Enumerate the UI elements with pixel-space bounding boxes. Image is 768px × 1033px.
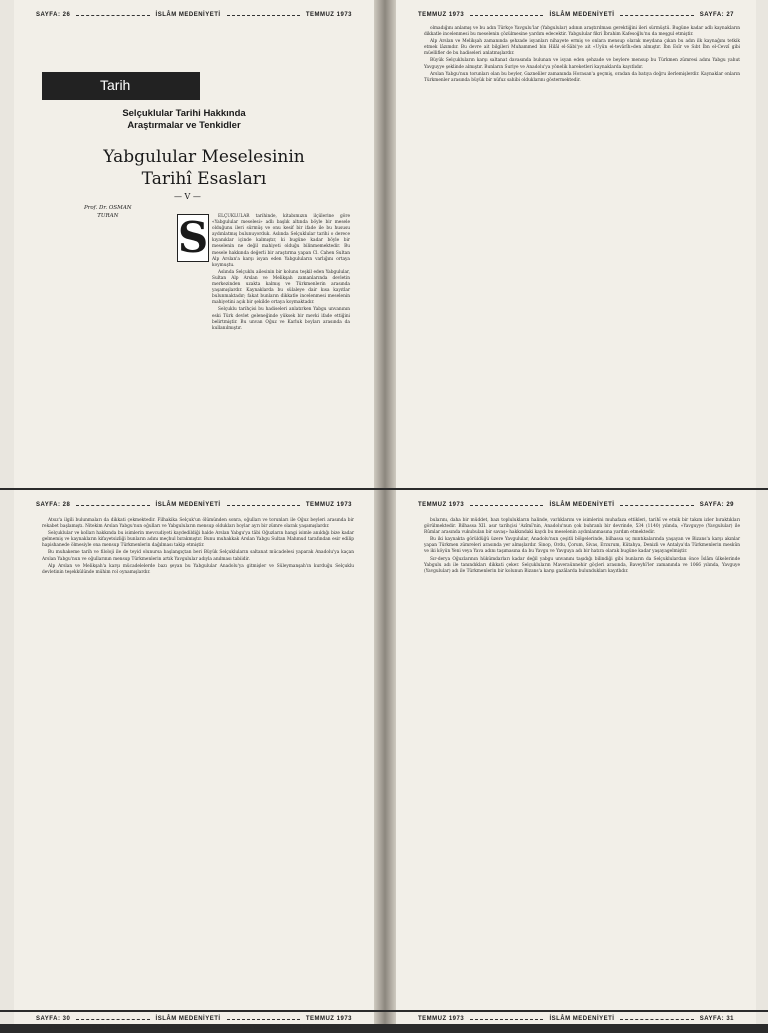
body-paragraph: Selçuklular ve kolları hakkında bu isimlerin mevcudiyeti kaydedildiği halde Arslan Yabgu'ya tâbi Oğuzların hangi isimle anıldığı bize kadar gelmemiş ve kaynakların kifayetsizliği bunların adını meçhul bırakmıştır. Bunu muhakkak Arslan Yabgu Sultan Mahmud tarafından esir edilip hapishanede ölmesiyle ona mensup Türkmenlerin dağılması takip etmiştir. — [42, 531, 354, 549]
issue-date: TEMMUZ 1973 — [418, 502, 465, 508]
body-paragraph: Selçuklu tarihçisi bu hadiseleri anlatırken Yabgu unvanının eski Türk devlet geleneğinde yüksek bir mevki ifade ettiğini belirtmiştir. Bu unvan Oğuz ve Karluk boyları arasında da kullanılmıştır. — [212, 307, 350, 331]
body-paragraph: Büyük Selçukluların karşı saltanat davasında bulunan ve isyan eden şehzade ve beylere mensup bu Türkmen zümresi adını Yabgu yahut Yavguyye şeklinde almıştır. Bunların Suriye ve Anadolu'ya yönelik hareketleri kaynaklarda kayıtlıdır. — [424, 58, 740, 70]
book-gutter — [374, 0, 396, 488]
page-27 — [396, 0, 756, 488]
body-paragraph: gi-kent Yabgularına ait bu hareketler dolayısıyledir, ki Selçuklu devletinin kuruluşundan önce Yavgulular (Yavguyye) ın ve onlara dair kayıt- — [48, 1026, 353, 1031]
page-header — [14, 498, 374, 512]
body-column — [42, 518, 354, 1002]
article-subtitle — [54, 108, 314, 132]
author-line: Prof. Dr. OSMAN — [84, 205, 132, 211]
journal-title: İSLÂM MEDENİYETİ — [549, 502, 615, 508]
page-number: SAYFA: 30 — [36, 1016, 71, 1022]
section-banner — [42, 72, 200, 100]
spread-pages-30-31 — [0, 1012, 768, 1031]
spread-pages-28-29 — [0, 490, 768, 1010]
article-title — [54, 146, 354, 190]
issue-date: TEMMUZ 1973 — [418, 12, 465, 18]
drop-cap-letter: S — [177, 213, 209, 262]
body-paragraph: bularını, daha bir müddet, bazı toplulukların halinde, varlıklarını ve isimlerini muhafaza ettikleri, tarihî ve etnik bir takım izler bıraktıkları görülmektedir. Bilhassa XII. asır tarihçisi 'Azîmî'nin, Anadolu'nun çok buhranlı bir devrinde, 534 (1140) yılında, «Yavguyye (Yavgulular) ile Rûmlar arasında vukubulan bir savaş» hakkındaki kaydı bu meselenin aydınlanmasına yardım etmektedir. — [424, 518, 740, 536]
issue-date: TEMMUZ 1973 — [305, 502, 352, 508]
journal-title: İSLÂM MEDENİYETİ — [155, 502, 221, 508]
author-byline — [84, 204, 132, 220]
issue-date: TEMMUZ 1973 — [305, 12, 352, 18]
body-paragraph: Alp Arslan ve Melikşah zamanında şehzade isyanları nihayete ermiş ve onlara mensup olarak meydana çıkan bu adın ilk kaynağını tetkik etmek lâzımdır. Bu devre ait bilgileri Muhammed bin Hilâl el-Sâbi'ye ait «Uyûn el-tevârîh»den almıştır. İbn Esîr ve Sıbt İbn el-Cevzî gibi müellifler de bu hadiseleri anlatmışlardır. — [424, 39, 740, 57]
page-number: SAYFA: 29 — [699, 502, 734, 508]
page-29 — [396, 490, 756, 1010]
body-paragraph: Alp Arslan ve Melikşah'a karşı mücadelelerde bazı şeyan bu Yabgulular Anadolu'ya gitmişler ve Süleymanşah'ın kurduğu Selçuklu devletinin teşekkülünde mühim rol oynamışlardır. — [42, 563, 354, 575]
page-header — [396, 498, 756, 512]
article-part: — V — — [174, 192, 201, 201]
body-column — [212, 214, 350, 476]
page-26 — [14, 0, 374, 488]
body-column — [424, 26, 740, 478]
body-paragraph: Sır-derya Oğuzlarının hükümdarları kadar değil yabgu unvanını taşıdığı bilindiği gibi bunların da Selçuklulardan önce İslâm ülkelerinde Yabgulu adı ile tanındıkları dikkati çeker. Selçukluların Maveraünnehir göçleri arasında, Baveyhî'ler zamanında ve 1066 yılında, Yavguye (Yavgulular) adı ile Türkmenlerin bir kolunun Bizans'a karşı gazâlarda bulundukları kayıtlıdır. — [424, 556, 740, 574]
body-column — [424, 518, 740, 1002]
body-paragraph: Arslan Yabgu'nun torunları olan bu beyler, Gazneliler zamanında Horasan'a geçmiş, oradan da batıya doğru ilerlemişlerdir. Kaynaklar onların Türkmenler arasında büyük bir nüfuz sahibi olduklarını göstermektedir. — [424, 71, 740, 83]
page-header — [396, 1012, 756, 1026]
subtitle-line: Selçuklular Tarihi Hakkında — [122, 108, 246, 119]
title-line: Yabgulular Meselesinin — [103, 147, 305, 167]
body-column — [42, 1026, 354, 1033]
page-30 — [14, 1012, 374, 1031]
issue-date: TEMMUZ 1973 — [418, 1016, 465, 1022]
page-number: SAYFA: 31 — [699, 1016, 734, 1022]
spread-pages-26-27 — [0, 0, 768, 488]
page-28 — [14, 490, 374, 1010]
book-gutter — [374, 490, 396, 1010]
title-line: Tarihî Esasları — [141, 169, 267, 189]
journal-title: İSLÂM MEDENİYETİ — [549, 12, 615, 18]
section-label: Tarih — [100, 77, 131, 93]
page-header — [14, 1012, 374, 1026]
journal-title: İSLÂM MEDENİYETİ — [155, 1016, 221, 1022]
page-header — [396, 8, 756, 22]
body-paragraph: Atsız'a ilgili bulunmaları da dikkati çekmektedir. Filhakika Selçuk'un ölümünden sonra, oğulları ve torunları ile Oğuz beyleri arasında bir rekabet başlamıştı. Nitekim Arslan Yabgu'nun oğulları ve Yabguluların mensup oldukları boylar ayrı bir zümre olarak yaşamışlardır. — [42, 518, 354, 530]
body-paragraph: ELÇUKLULAR tarihinde, kitabımızın ilçülerine göre «Yabgulular meselesi» adlı başlık altında böyle bir mesele olduğunu ileri sürmüş ve onu kesif bir ifade ile bu hususu aydınlatmış bulunuyorduk. Aslında Selçuklular tarihi o derece kıyanıklar içinde kalmıştır, ki bugüne kadar böyle bir meselenin ne değil mahiyeti olduğu bilinmemektedir. Bu mesele hakkında değerli bir araştırma yapan Cl. Cahen Sultan Alp Arslan'a karşı isyan eden Yabguluların varlığını ortaya koymuştu. — [212, 214, 350, 268]
journal-title: İSLÂM MEDENİYETİ — [155, 12, 221, 18]
page-number: SAYFA: 28 — [36, 502, 71, 508]
subtitle-line: Araştırmalar ve Tenkidler — [127, 120, 241, 131]
page-number: SAYFA: 27 — [699, 12, 734, 18]
body-paragraph: Aslında Selçuklu ailesinin bir kolunu teşkil eden Yabgulular, Sultan Alp Arslan ve Melikşah zamanlarında devletin merkezinden uzakta kalmış ve Türkmenlerin arasında yaşamışlardır. Kaynaklarda bu sülaleye dair kısa kayıtlar bulunmaktadır; fakat bunların dikkatle incelenmesi meselenin mahiyetini açık bir şekilde ortaya koymaktadır. — [212, 269, 350, 306]
page-header — [14, 8, 374, 22]
journal-title: İSLÂM MEDENİYETİ — [549, 1016, 615, 1022]
drop-cap — [177, 214, 209, 262]
body-paragraph: Bu iki kaynakta görüldüğü üzere Yavgulular, Anadolu'nun çeşitli bölgelerinde, bilhassa uç mıntıkalarında yaşayan ve Bizans'a karşı akınlar yapan Türkmen zümreleri arasında yer almışlardır. Sinop, Ordu, Çorum, Sivas, Erzurum, Kütahya, Denizli ve Antalya'da Türkmenlerin meskûn ve iki köyün Yeni veya Yava adını taşımasına da bu Yavgu ve Yavguya adı bir hatıra olarak bugüne kadar yaşayagelmiştir. — [424, 537, 740, 555]
page-number: SAYFA: 26 — [36, 12, 71, 18]
page-31 — [396, 1012, 756, 1024]
author-line: TURAN — [97, 213, 119, 219]
issue-date: TEMMUZ 1973 — [305, 1016, 352, 1022]
body-paragraph: olmadığını anlamış ve bu adın Türkçe Yavguluʼlar (Yabgulular) adının araştırılması gerektiğini ileri sürmüştü. Bugüne kadar adlı kaynakların dikkatle incelenmesi bu meselenin çözülmesine yardım edecektir. Yabgulular fikri İbrahim Kafesoğlu'nu da meşgul etmiştir. — [424, 26, 740, 38]
body-paragraph: Bu muhakeme tarih ve filoloji ile de teyid olunursa başlangıçtan beri Büyük Selçukluların saltanat mücadelesi yaparak Anadolu'ya kaçan Arslan Yabgu'nun ve oğullarının mensup Türkmenlerin artık Yavgulular adıyla anılması tabiidir. — [42, 550, 354, 562]
book-gutter — [374, 1012, 396, 1024]
